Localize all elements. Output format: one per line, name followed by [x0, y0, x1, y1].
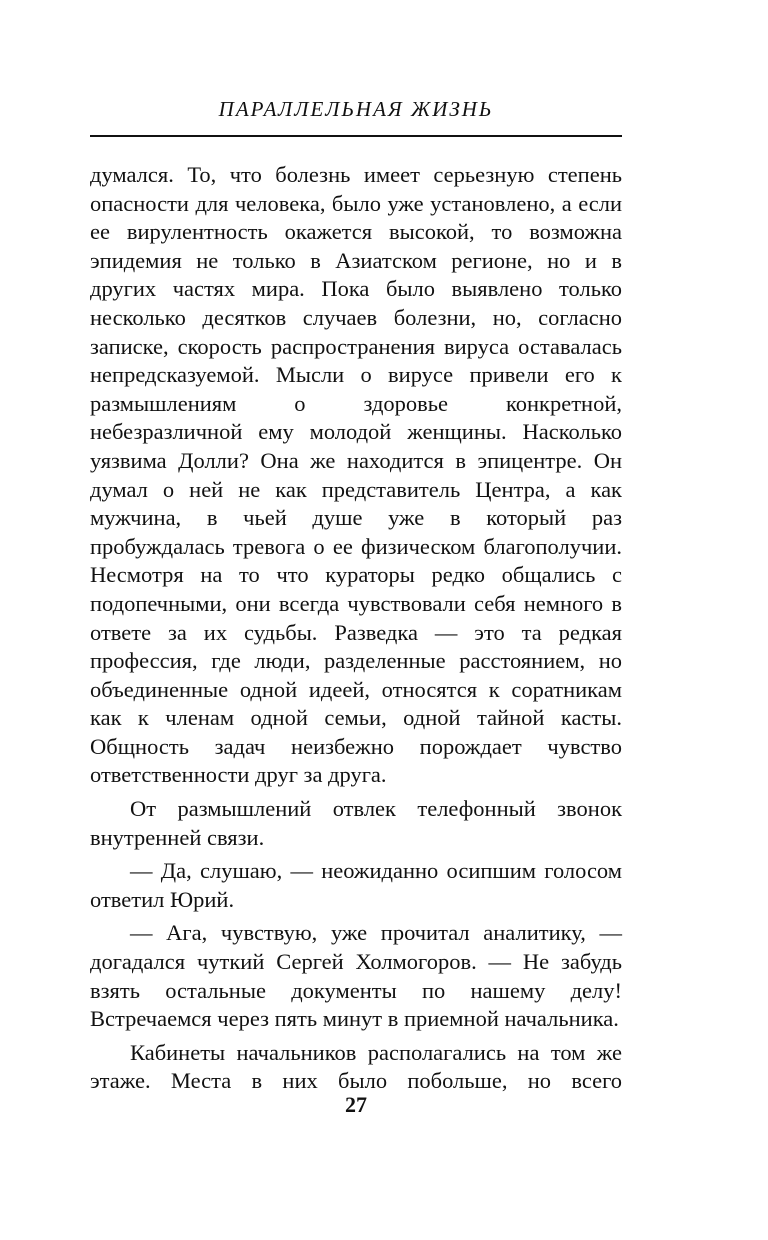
paragraph-dialogue-yuri: — Да, слушаю, — неожиданно осипшим голосом ответил Юрий. — [90, 858, 622, 912]
header-rule — [90, 135, 622, 137]
paragraph-dialogue-sergey: — Ага, чувствую, уже прочитал аналитику, — догадался чуткий Сергей Холмогоров. — Не забудь взять остальные документы по нашему делу! Встречаемся через пять минут в приемной начальника. — [90, 920, 622, 1032]
paragraph-offices: Кабинеты начальников располагались на том же этаже. Места в них было побольше, но всего — [90, 1039, 622, 1094]
page-number: 27 — [345, 1092, 367, 1117]
body-text — [90, 161, 622, 1096]
paragraph-continuation: думался. То, что болезнь имеет серьезную степень опасности для человека, было уже установлено, а если ее вирулентность окажется высокой, то возможна эпидемия не только в Азиатском регионе, но и в других частях мира. Пока было выявлено только несколько десятков случаев болезни, но, согласно записке, скорость распространения вируса оставалась непредсказуемой. Мысли о вирусе привели его к размышлениям о здоровье конкретной, небезразличной ему молодой женщины. Насколько уязвима Долли? Она же находится в эпицентре. Он думал о ней не как представитель Центра, а как мужчина, в чьей душе уже в который раз пробуждалась тревога о ее физическом благополучии. Несмотря на то что кураторы редко общались с подопечными, они всегда чувствовали себя немного в ответе за их судьбы. Разведка — это та редкая профессия, где люди, разделенные расстоянием, но объединенные одной идеей, относятся к соратникам как к членам одной семьи, одной тайной касты. Общность задач неизбежно порождает чувство ответственности друг за друга. — [90, 162, 622, 788]
paragraph-phone-call: От размышлений отвлек телефонный звонок внутренней связи. — [90, 796, 622, 850]
running-title: ПАРАЛЛЕЛЬНАЯ ЖИЗНЬ — [218, 97, 494, 121]
